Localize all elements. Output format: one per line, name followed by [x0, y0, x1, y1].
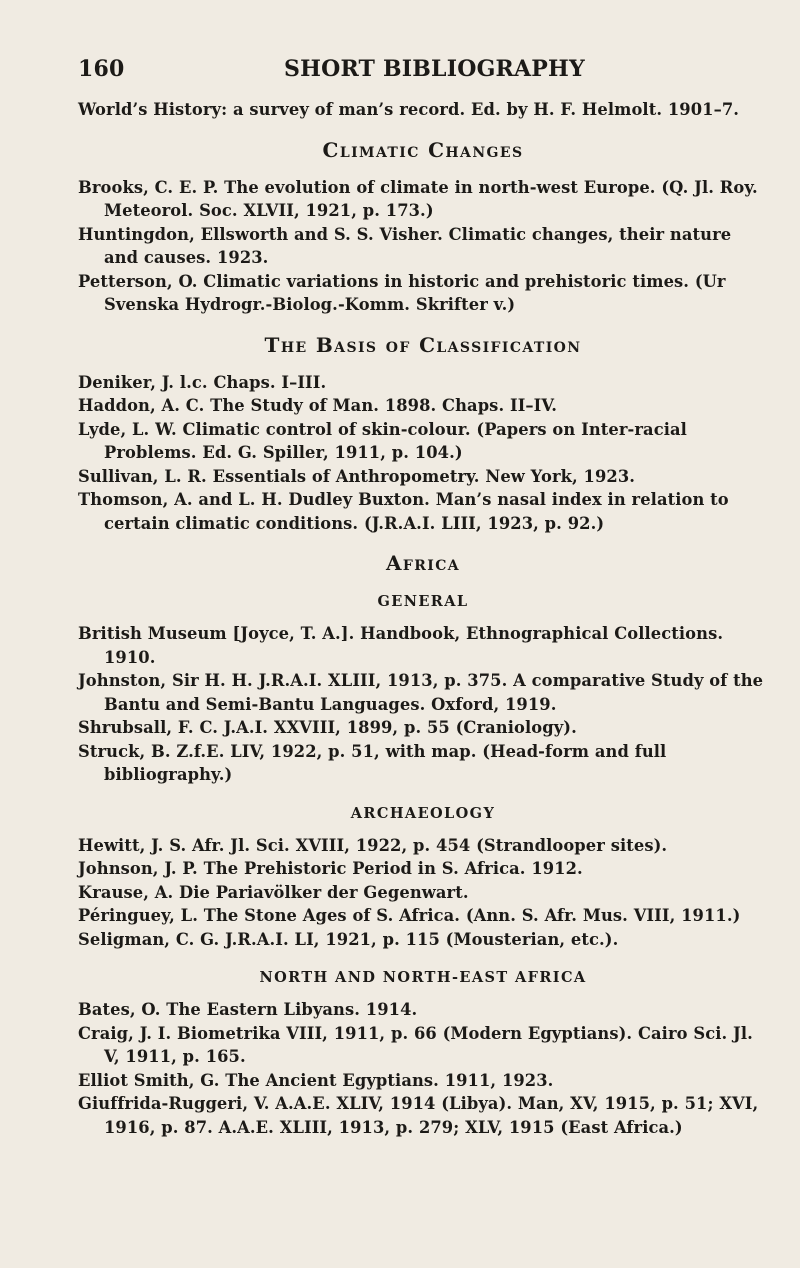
section-heading-africa: Africa — [385, 551, 461, 575]
bibliography-content — [78, 98, 768, 1139]
bibliography-entry: Haddon, A. C. The Study of Man. 1898. Chaps. II–IV. — [78, 396, 558, 415]
bibliography-entry: Huntingdon, Ellsworth and S. S. Visher. Climatic changes, their nature and causes. 1923. — [78, 224, 732, 267]
bibliography-entry: Craig, J. I. Biometrika VIII, 1911, p. 66 (Modern Egyptians). Cairo Sci. Jl. V, 1911, p. 165. — [78, 1023, 753, 1066]
bibliography-entry: Johnston, Sir H. H. J.R.A.I. XLIII, 1913, p. 375. A comparative Study of the Bantu and Semi-Bantu Languages. Oxford, 1919. — [78, 671, 764, 714]
running-title: SHORT BIBLIOGRAPHY — [284, 56, 585, 82]
section-heading-classification: The Basis of Classification — [264, 332, 582, 357]
page-number: 160 — [78, 56, 125, 82]
bibliography-entry: World’s History: a survey of man’s record. Ed. by H. F. Helmolt. 1901–7. — [78, 100, 740, 119]
section-heading-climatic-changes: Climatic Changes — [322, 137, 524, 162]
bibliography-entry: Shrubsall, F. C. J.A.I. XXVIII, 1899, p. 55 (Craniology). — [78, 718, 577, 737]
bibliography-entry: Elliot Smith, G. The Ancient Egyptians. 1911, 1923. — [78, 1070, 554, 1090]
bibliography-entry: Struck, B. Z.f.E. LIV, 1922, p. 51, with map. (Head-form and full bibliography.) — [78, 741, 667, 784]
bibliography-entry: Krause, A. Die Pariavölker der Gegenwart. — [78, 882, 469, 902]
subheading-north-east-africa: NORTH AND NORTH-EAST AFRICA — [259, 969, 587, 986]
subheading-archaeology: ARCHAEOLOGY — [350, 804, 496, 822]
bibliography-entry: Sullivan, L. R. Essentials of Anthropometry. New York, 1923. — [78, 466, 636, 486]
bibliography-entry: Péringuey, L. The Stone Ages of S. Africa. (Ann. S. Afr. Mus. VIII, 1911.) — [78, 906, 741, 925]
subheading-general: GENERAL — [377, 593, 469, 610]
bibliography-entry: Seligman, C. G. J.R.A.I. LI, 1921, p. 115 (Mousterian, etc.). — [78, 929, 619, 949]
bibliography-entry: British Museum [Joyce, T. A.]. Handbook, Ethnographical Collections. 1910. — [78, 624, 724, 667]
bibliography-entry: Giuffrida-Ruggeri, V. A.A.E. XLIV, 1914 (Libya). Man, XV, 1915, p. 51; XVI, 1916, p. 87. A.A.E. XLIII, 1913, p. 279; XLV, 1915 (East Africa.) — [78, 1094, 759, 1137]
bibliography-entry: Johnson, J. P. The Prehistoric Period in S. Africa. 1912. — [78, 859, 583, 878]
running-head — [78, 56, 764, 86]
bibliography-entry: Petterson, O. Climatic variations in historic and prehistoric times. (Ur Svenska Hydrogr.-Biolog.-Komm. Skrifter v.) — [78, 271, 726, 314]
bibliography-entry: Thomson, A. and L. H. Dudley Buxton. Man’s nasal index in relation to certain climatic conditions. (J.R.A.I. LIII, 1923, p. 92.) — [78, 490, 729, 533]
bibliography-entry: Bates, O. The Eastern Libyans. 1914. — [78, 1000, 418, 1019]
bibliography-entry: Brooks, C. E. P. The evolution of climate in north-west Europe. (Q. Jl. Roy. Meteorol. Soc. XLVII, 1921, p. 173.) — [78, 177, 758, 220]
bibliography-entry: Deniker, J. l.c. Chaps. I–III. — [78, 372, 327, 392]
bibliography-entry: Hewitt, J. S. Afr. Jl. Sci. XVIII, 1922, p. 454 (Strandlooper sites). — [78, 835, 668, 855]
bibliography-entry: Lyde, L. W. Climatic control of skin-colour. (Papers on Inter-racial Problems. Ed. G. Spiller, 1911, p. 104.) — [78, 419, 687, 462]
